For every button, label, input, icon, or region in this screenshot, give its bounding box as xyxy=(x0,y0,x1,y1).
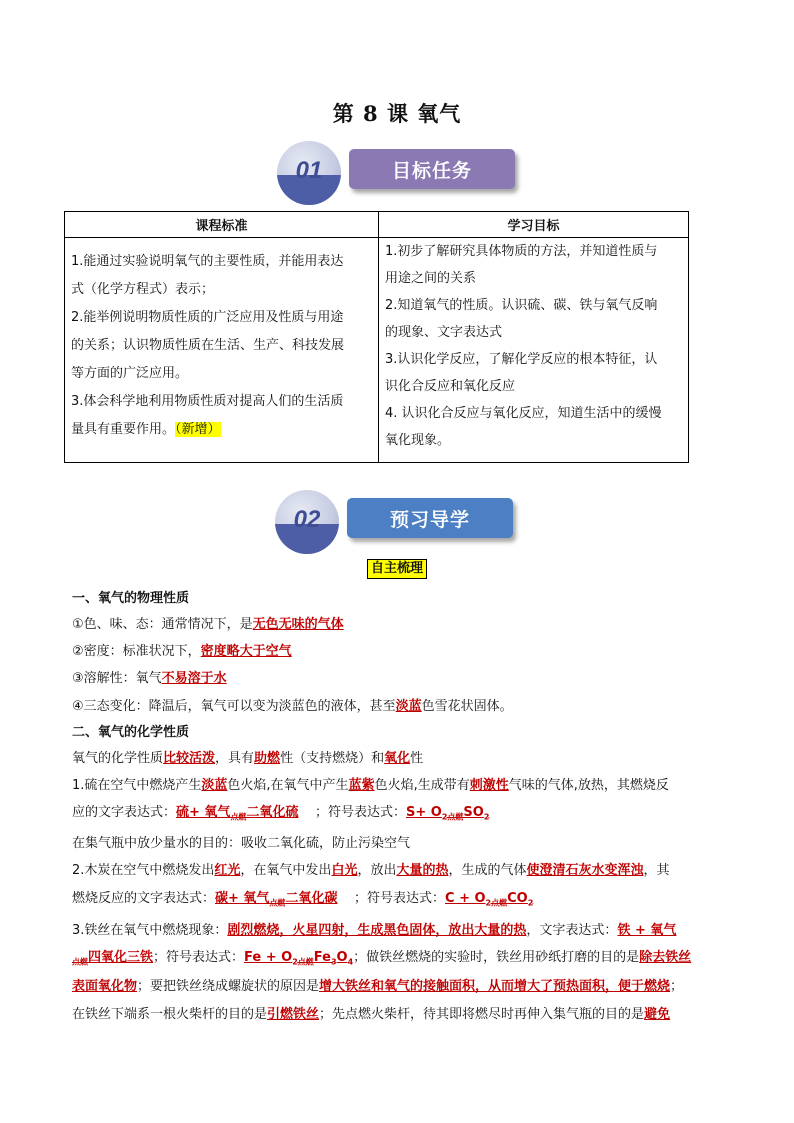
fact-line: 氧气的化学性质比较活泼，具有助燃性（支持燃烧）和氧化性 xyxy=(72,751,424,766)
banner-label: 预习导学 xyxy=(347,498,513,538)
banner-label: 目标任务 xyxy=(349,149,515,189)
fact-line: ④三态变化：降温后，氧气可以变为淡蓝色的液体，甚至淡蓝色雪花状固体。 xyxy=(72,699,513,714)
new-badge: （新增） xyxy=(175,422,221,437)
fact-line: 2.木炭在空气中燃烧发出红光，在氧气中发出白光，放出大量的热，生成的气体使澄清石灰水变浑浊，其 xyxy=(72,863,670,878)
fact-line: ②密度：标准状况下，密度略大于空气 xyxy=(72,644,292,659)
table-header: 课程标准 xyxy=(65,212,379,238)
section-banner-01 xyxy=(277,143,527,203)
table-header: 学习目标 xyxy=(379,212,689,238)
fact-line: 应的文字表达式：硫+ 氧气$_{点燃}$二氧化硫 ；符号表达式：$S+ O_{2点燃}SO_2$ xyxy=(72,805,490,822)
fact-line: 在铁丝下端系一根火柴杆的目的是引燃铁丝；先点燃火柴杆，待其即将燃尽时再伸入集气瓶的目的是避免 xyxy=(72,1007,671,1022)
fact-line: 1.硫在空气中燃烧产生淡蓝色火焰,在氧气中产生蓝紫色火焰,生成带有刺激性气味的气体,放热，其燃烧反 xyxy=(72,778,669,793)
fact-line: 3.铁丝在氧气中燃烧现象：剧烈燃烧，火星四射，生成黑色固体，放出大量的热，文字表达式：铁 + 氧气 xyxy=(72,923,677,938)
section-physical xyxy=(72,590,732,608)
banner-number: 02 xyxy=(293,506,321,533)
fact-line: ①色、味、态：通常情况下，是无色无味的气体 xyxy=(72,617,344,632)
standards-cell: 1.能通过实验说明氧气的主要性质，并能用表达 式（化学方程式）表示； 2.能举例说明物质性质的广泛应用及性质与用途 的关系；认识物质性质在生活、生产、科技发展 等方面的广泛应用。 3.体会科学地利用物质性质对提高人们的生活质 量具有重要作用。（新增） xyxy=(65,238,379,463)
section-heading: 一、氧气的物理性质 xyxy=(72,591,190,606)
fact-line: 燃烧反应的文字表达式：碳+ 氧气$_{点燃}$二氧化碳 ；符号表达式：$C + O_{2点燃}CO_2$ xyxy=(72,891,534,908)
curriculum-table xyxy=(64,211,689,463)
fact-line: $_{点燃}$四氧化三铁；符号表达式：$Fe + O_{2点燃}Fe_3O_4$；做铁丝燃烧的实验时，铁丝用砂纸打磨的目的是除去铁丝 xyxy=(72,950,692,967)
section-banner-02 xyxy=(275,492,525,552)
fact-line: 表面氧化物；要把铁丝绕成螺旋状的原因是增大铁丝和氧气的接触面积，从而增大了预热面积，便于燃烧； xyxy=(72,979,684,994)
objectives-cell: 1.初步了解研究具体物质的方法，并知道性质与 用途之间的关系 2.知道氧气的性质。认识硫、碳、铁与氧气反响 的现象、文字表达式 3.认识化学反应，了解化学反应的根本特征，认 识化合反应和氧化反应 4. 认识化合反应与氧化反应，知道生活中的缓慢 氧化现象。 xyxy=(379,238,689,463)
fact-line: 在集气瓶中放少量水的目的：吸收二氧化硫，防止污染空气 xyxy=(72,836,411,851)
page-title: 第 8 课 氧气 xyxy=(332,101,462,126)
banner-number: 01 xyxy=(295,157,323,184)
fact-line: ③溶解性：氧气不易溶于水 xyxy=(72,671,227,686)
section-heading: 二、氧气的化学性质 xyxy=(72,725,190,740)
self-study-tag: 自主梳理 xyxy=(367,559,427,579)
